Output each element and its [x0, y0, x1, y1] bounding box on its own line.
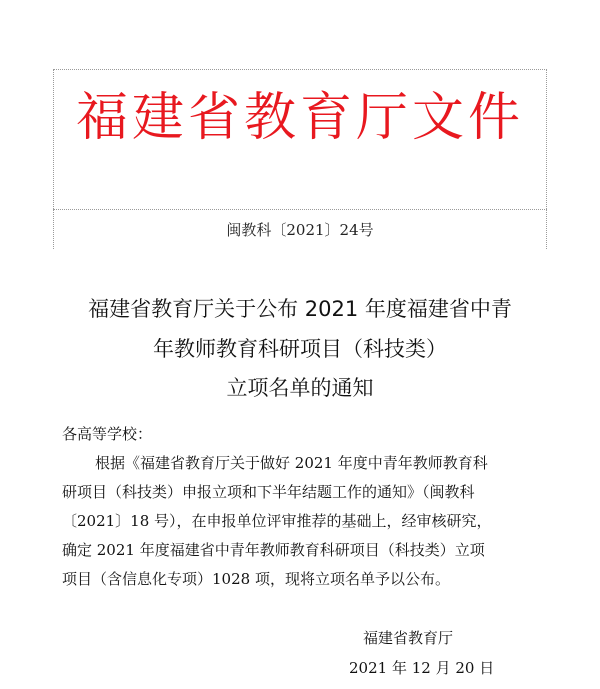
body-line-5: 项目（含信息化专项）1028 项，现将立项名单予以公布。: [62, 570, 450, 588]
body-line-2: 研项目（科技类）申报立项和下半年结题工作的通知》（闽教科: [62, 483, 475, 501]
body-line-4: 确定 2021 年度福建省中青年教师教育科研项目（科技类）立项: [62, 541, 485, 559]
body-line-1: 根据《福建省教育厅关于做好 2021 年度中青年教师教育科: [95, 454, 488, 472]
notice-title-line-1: 福建省教育厅关于公布 2021 年度福建省中青: [88, 297, 512, 321]
notice-title-line-2: 年教师教育科研项目（科技类）: [153, 337, 447, 361]
body-line-3: 〔2021〕18 号），在申报单位评审推荐的基础上，经审核研究，: [62, 512, 492, 530]
header-divider: [53, 209, 547, 210]
notice-title-line-3: 立项名单的通知: [226, 376, 374, 400]
signer: 福建省教育厅: [363, 629, 454, 647]
document-number: 闽教科〔2021〕24号: [226, 221, 374, 239]
issue-date: 2021 年 12 月 20 日: [349, 659, 495, 677]
document-header-title: 福建省教育厅文件: [75, 88, 524, 148]
salutation: 各高等学校：: [62, 425, 153, 443]
